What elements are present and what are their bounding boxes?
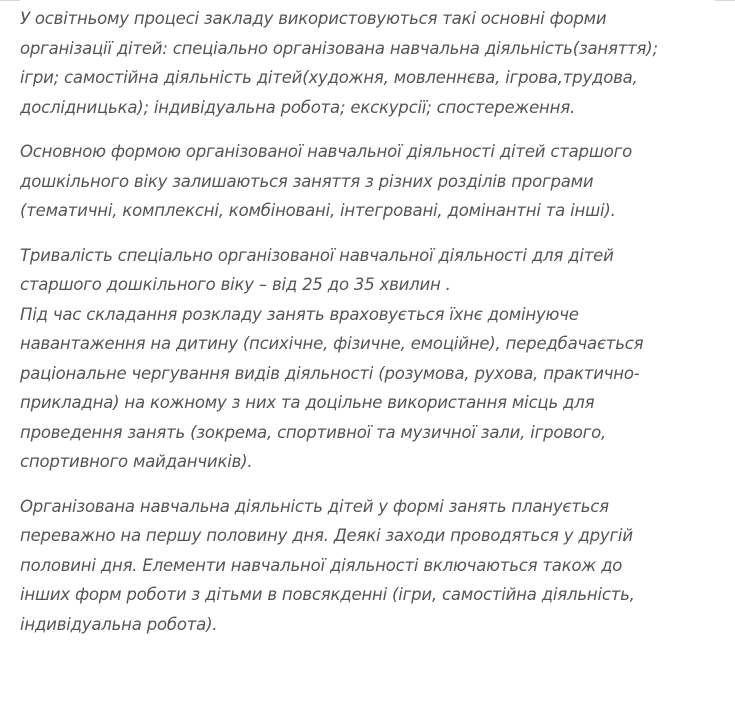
text-line: прикладна) на кожному з них та доцільне використання місць для bbox=[20, 393, 595, 412]
document-body bbox=[20, 4, 720, 654]
text-line: Під час складання розкладу занять враховується їхнє домінуюче bbox=[20, 304, 579, 324]
text-line: Основною формою організованої навчальної діяльності дітей старшого bbox=[20, 142, 632, 161]
text-line: проведення занять (зокрема, спортивної та музичної зали, ігрового, bbox=[20, 422, 607, 442]
text-line: дослідницька); індивідуальна робота; екскурсії; спостереження. bbox=[20, 97, 575, 117]
text-line: старшого дошкільного віку – від 25 до 35 хвилин . bbox=[20, 275, 451, 294]
paragraph-forms-of-organization bbox=[20, 4, 720, 122]
text-line: раціональне чергування видів діяльності (розумова, рухова, практично- bbox=[20, 363, 640, 383]
paragraph-duration-schedule bbox=[20, 241, 720, 477]
text-line: половині дня. Елементи навчальної діяльності включаються також до bbox=[20, 555, 623, 575]
text-line: дошкільного віку залишаються заняття з різних розділів програми bbox=[20, 171, 594, 191]
paragraph-daily-planning bbox=[20, 492, 720, 640]
frame-border-right bbox=[715, 0, 735, 1]
text-line: організації дітей: спеціально організована навчальна діяльність(заняття); bbox=[20, 38, 658, 58]
text-line: Організована навчальна діяльність дітей у формі занять планується bbox=[20, 496, 609, 516]
paragraph-main-form bbox=[20, 137, 720, 226]
text-line: спортивного майданчиків). bbox=[20, 452, 253, 471]
frame-border-left bbox=[0, 0, 20, 1]
text-line: (тематичні, комплексні, комбіновані, інтегровані, домінантні та інші). bbox=[20, 201, 616, 220]
text-line: Тривалість спеціально організованої навчальної діяльності для дітей bbox=[20, 245, 614, 265]
text-line: навантаження на дитину (психічне, фізичне, емоційне), передбачається bbox=[20, 334, 644, 353]
text-line: У освітньому процесі закладу використовуються такі основні форми bbox=[20, 9, 607, 28]
text-line: ігри; самостійна діяльність дітей(художня, мовленнєва, ігрова,трудова, bbox=[20, 68, 638, 87]
text-line: індивідуальна робота). bbox=[20, 614, 218, 634]
text-line: переважно на першу половину дня. Деякі заходи проводяться у другій bbox=[20, 526, 633, 545]
text-line: інших форм роботи з дітьми в повсякденні (ігри, самостійна діяльність, bbox=[20, 585, 635, 604]
